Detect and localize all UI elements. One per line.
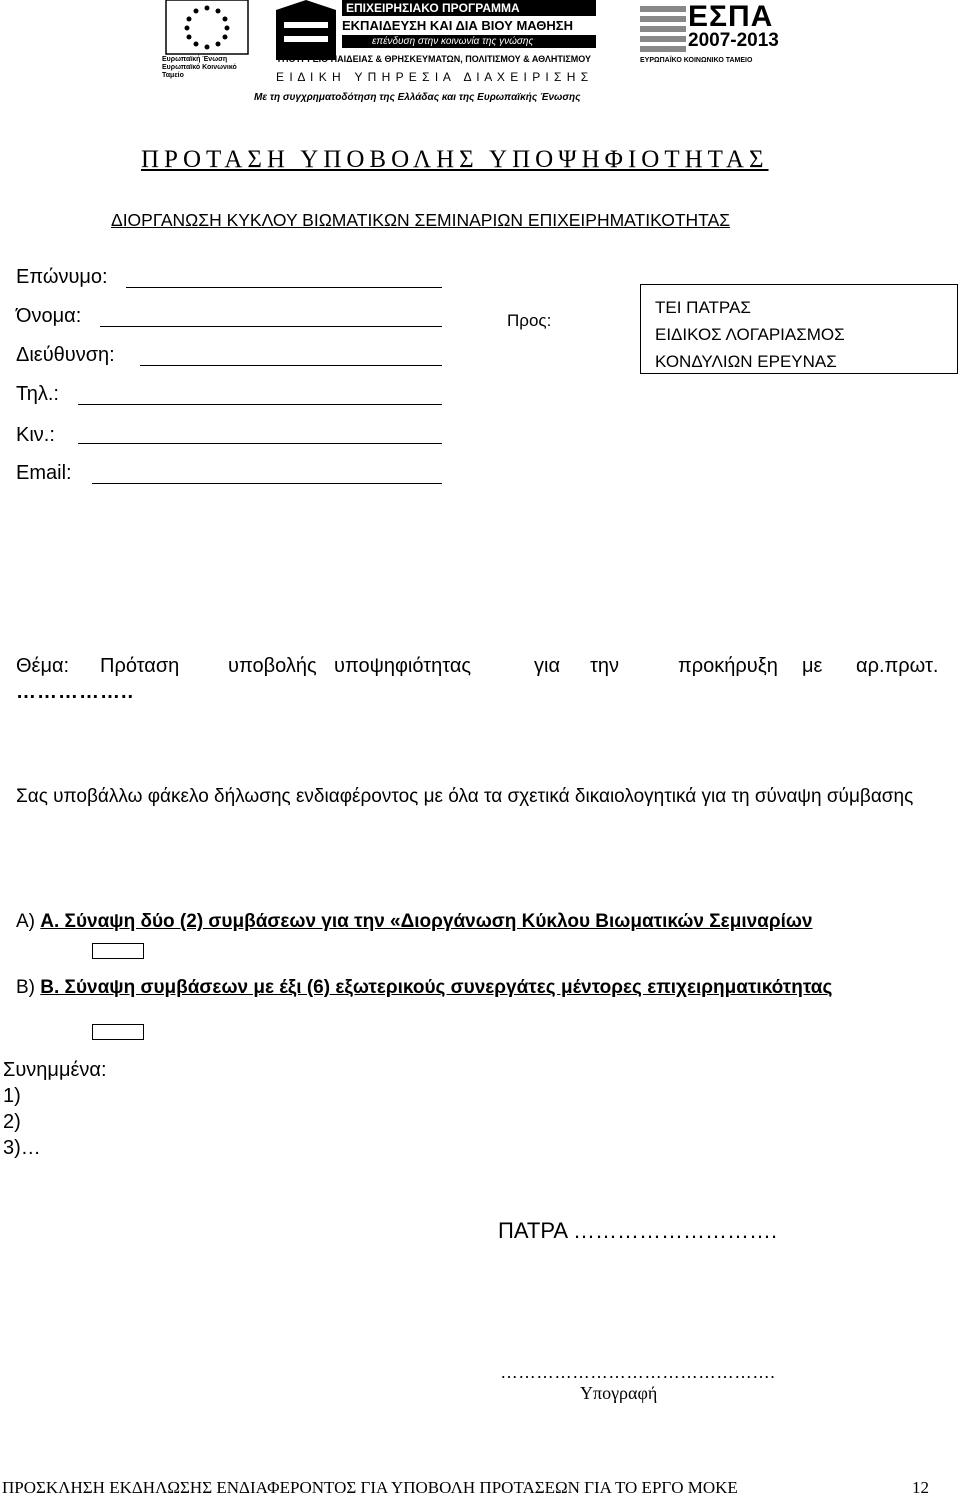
programme-line1: ΕΠΙΧΕΙΡΗΣΙΑΚΟ ΠΡΟΓΡΑΜΜΑ: [342, 0, 596, 16]
page-title: ΠΡΟΤΑΣΗ ΥΠΟΒΟΛΗΣ ΥΠΟΨΗΦΙΟΤΗΤΑΣ: [141, 146, 769, 173]
footer-text: ΠΡΟΣΚΛΗΣΗ ΕΚΔΗΛΩΣΗΣ ΕΝΔΙΑΦΕΡΟΝΤΟΣ ΓΙΑ ΥΠΟΒΟΛΗ ΠΡΟΤΑΣΕΩΝ ΓΙΑ ΤΟ ΕΡΓΟ ΜΟΚΕ: [2, 1478, 738, 1497]
option-a: [16, 911, 813, 933]
subject-word: αρ.πρωτ.: [856, 655, 939, 677]
protocol-number-field[interactable]: ……………..: [16, 681, 135, 703]
ministry-name: ΥΠΟΥΡΓΕΙΟ ΠΑΙΔΕΙΑΣ & ΘΡΗΣΚΕΥΜΑΤΩΝ, ΠΟΛΙΤΙΣΜΟΥ & ΑΘΛΗΤΙΣΜΟΥ: [276, 54, 591, 64]
mobile-field[interactable]: [78, 443, 442, 444]
body-paragraph: Σας υποβάλλω φάκελο δήλωσης ενδιαφέροντος με όλα τα σχετικά δικαιολογητικά για τη σύναψη σύμβασης: [16, 786, 914, 807]
surname-field[interactable]: [126, 287, 442, 288]
attachment-item: 1): [3, 1085, 21, 1107]
subject-word: με: [802, 655, 823, 677]
attachment-item: 3)…: [3, 1137, 41, 1159]
page-subtitle: ΔΙΟΡΓΑΝΩΣΗ ΚΥΚΛΟΥ ΒΙΩΜΑΤΙΚΩΝ ΣΕΜΙΝΑΡΙΩΝ ΕΠΙΧΕΙΡΗΜΑΤΙΚΟΤΗΤΑΣ: [111, 210, 731, 230]
subject-word: υποψηφιότητας: [334, 655, 472, 677]
subject-word: την: [590, 655, 620, 677]
name-label: Όνομα:: [16, 305, 82, 327]
recipient-line1: ΤΕΙ ΠΑΤΡΑΣ: [655, 298, 751, 317]
espa-title: ΕΣΠΑ: [688, 0, 774, 33]
managing-service: Ε Ι Δ Ι Κ Η Υ Π Η Ρ Ε Σ Ι Α Δ Ι Α Χ Ε Ι Ρ Ι Σ Η Σ: [276, 70, 590, 84]
recipient-line2: ΕΙΔΙΚΟΣ ΛΟΓΑΡΙΑΣΜΟΣ: [655, 325, 845, 344]
email-label: Email:: [16, 462, 72, 484]
place-date: ΠΑΤΡΑ ……………………….: [498, 1218, 778, 1243]
to-label: Προς:: [507, 311, 552, 330]
option-a-text: Α. Σύναψη δύο (2) συμβάσεων για την «Διοργάνωση Κύκλου Βιωματικών Σεμιναρίων: [40, 911, 813, 932]
surname-label: Επώνυμο:: [16, 266, 108, 288]
signature-line[interactable]: ……………………………………….: [500, 1362, 776, 1382]
phone-field[interactable]: [78, 404, 442, 405]
option-a-checkbox[interactable]: [92, 943, 144, 959]
option-b-prefix: Β): [16, 977, 41, 998]
eu-caption: Ευρωπαϊκή Ένωση Ευρωπαϊκό Κοινωνικό Ταμείο: [162, 56, 237, 79]
option-b: [16, 977, 832, 999]
attachment-item: 2): [3, 1111, 21, 1133]
phone-label: Τηλ.:: [16, 383, 59, 405]
cofunding-note: Με τη συγχρηματοδότηση της Ελλάδας και της Ευρωπαϊκής Ένωσης: [254, 92, 581, 103]
programme-logo: [276, 0, 596, 90]
address-label: Διεύθυνση:: [16, 344, 115, 366]
recipient-box: [640, 284, 958, 374]
option-b-checkbox[interactable]: [92, 1024, 144, 1040]
programme-emblem-icon: [276, 0, 336, 60]
programme-line2: ΕΚΠΑΙΔΕΥΣΗ ΚΑΙ ΔΙΑ ΒΙΟΥ ΜΑΘΗΣΗ: [342, 18, 573, 33]
signature-label: Υπογραφή: [580, 1383, 658, 1403]
programme-slogan: επένδυση στην κοινωνία της γνώσης: [342, 35, 596, 48]
name-field[interactable]: [100, 326, 442, 327]
subject-word: υποβολής: [228, 655, 317, 677]
address-field[interactable]: [140, 365, 442, 366]
subject-label: Θέμα:: [16, 655, 70, 677]
subject-word: Πρόταση: [100, 655, 180, 677]
email-field[interactable]: [92, 483, 442, 484]
attachments-label: Συνημμένα:: [3, 1059, 107, 1081]
option-b-text: Β. Σύναψη συμβάσεων με έξι (6) εξωτερικούς συνεργάτες μέντορες επιχειρηματικότητας: [40, 977, 833, 998]
subject-word: προκήρυξη: [678, 655, 778, 677]
espa-stripes-icon: [640, 2, 686, 54]
espa-years: 2007-2013: [688, 30, 779, 51]
option-a-prefix: Α): [16, 911, 41, 932]
subject-word: για: [534, 655, 561, 677]
espa-caption: ΕΥΡΩΠΑΪΚΟ ΚΟΙΝΩΝΙΚΟ ΤΑΜΕΙΟ: [640, 57, 753, 64]
page-number: 12: [912, 1478, 929, 1497]
mobile-label: Κιν.:: [16, 424, 55, 446]
attachments: [3, 1057, 107, 1161]
recipient-line3: ΚΟΝΔΥΛΙΩΝ ΕΡΕΥΝΑΣ: [655, 352, 837, 371]
